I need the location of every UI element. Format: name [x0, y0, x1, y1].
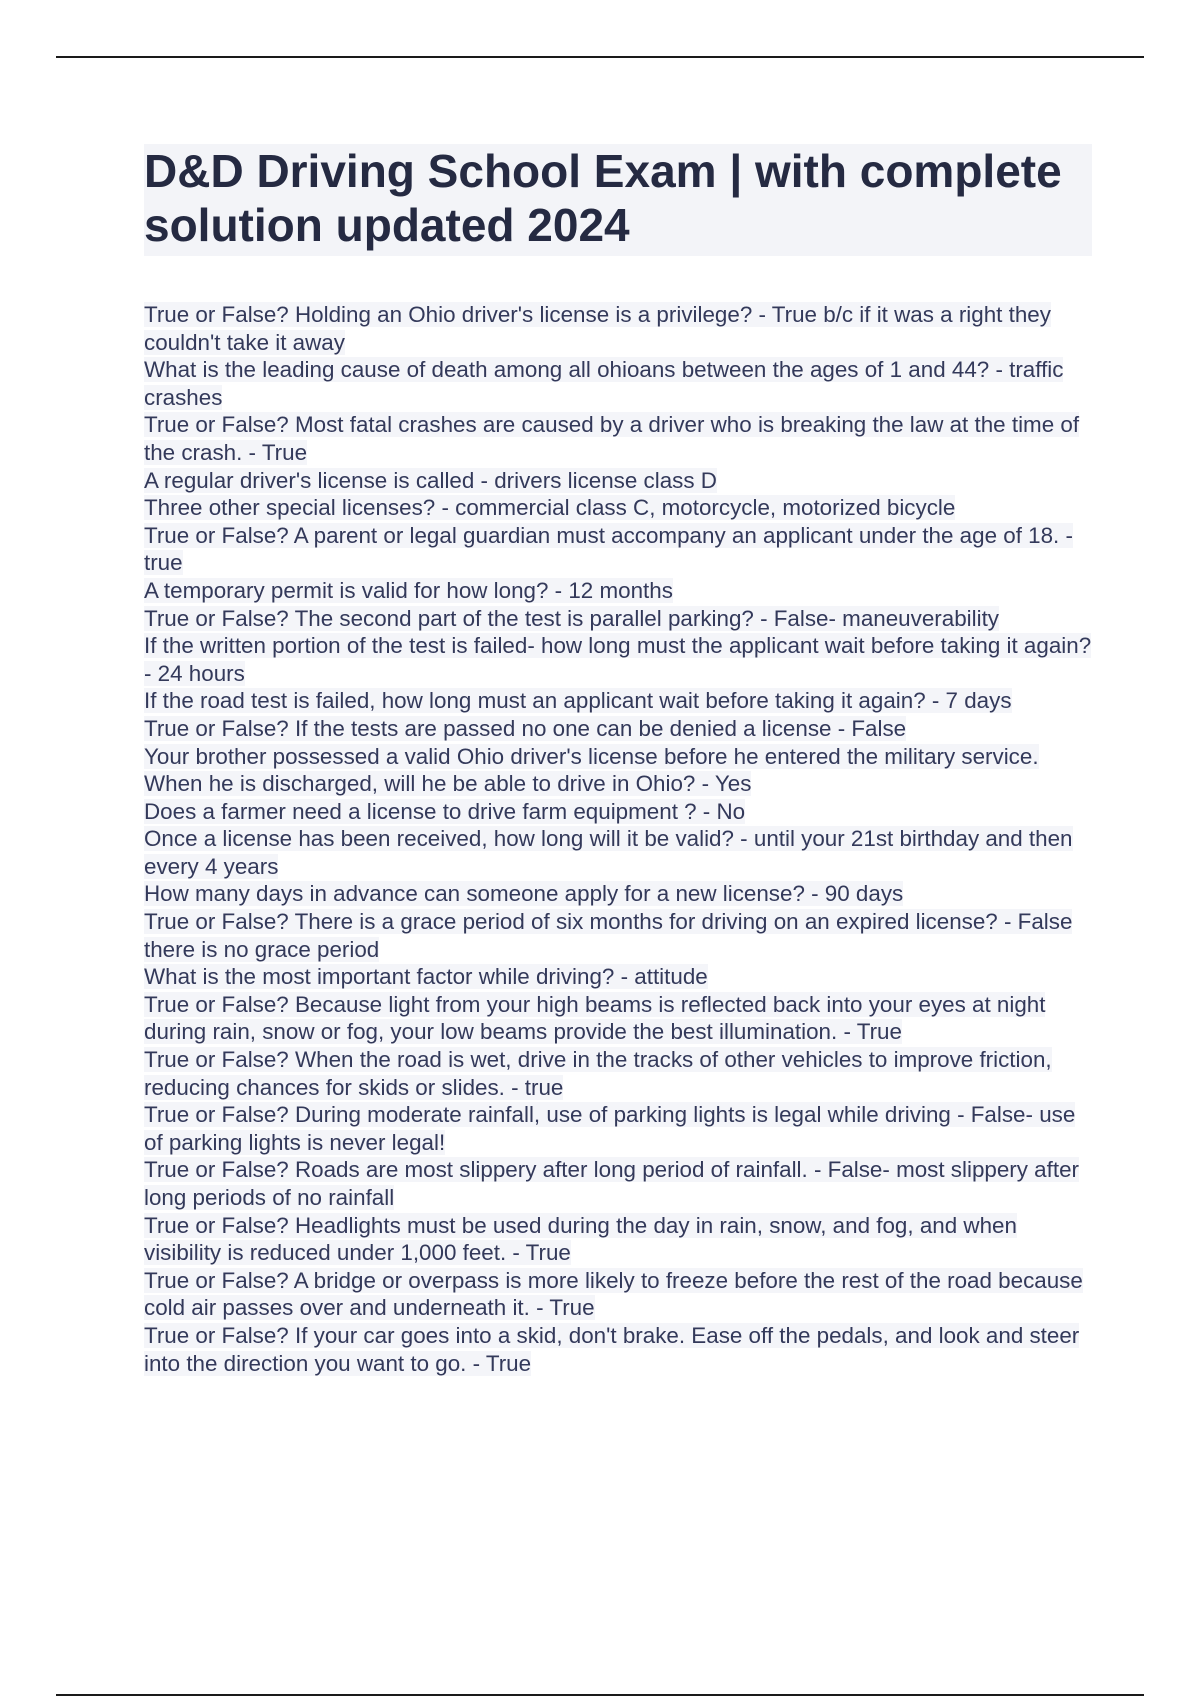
qa-item [144, 798, 1094, 826]
qa-item [144, 963, 1094, 991]
qa-item [144, 301, 1094, 356]
qa-item [144, 687, 1094, 715]
qa-text: True or False? If your car goes into a skid, don't brake. Ease off the pedals, and look and steer into the direction you want to go. - True [144, 1322, 1080, 1376]
qa-item [144, 880, 1094, 908]
qa-item [144, 411, 1094, 466]
qa-text: What is the leading cause of death among all ohioans between the ages of 1 and 44? - traffic crashes [144, 357, 1064, 410]
qa-text: Three other special licenses? - commercial class C, motorcycle, motorized bicycle [144, 495, 956, 521]
qa-item [144, 1267, 1094, 1322]
top-rule [56, 56, 1144, 58]
qa-item [144, 715, 1094, 743]
qa-text: True or False? A bridge or overpass is more likely to freeze before the rest of the road because cold air passes over and underneath it. - True [144, 1267, 1083, 1321]
qa-list [144, 301, 1094, 1377]
qa-text: True or False? Roads are most slippery after long period of rainfall. - False- most slippery after long periods of no rainfall [144, 1157, 1079, 1210]
qa-text: What is the most important factor while driving? - attitude [144, 964, 708, 990]
qa-text: How many days in advance can someone apply for a new license? - 90 days [144, 881, 904, 907]
qa-text: True or False? During moderate rainfall, use of parking lights is legal while driving - False- use of parking lights is never legal! [144, 1102, 1076, 1155]
title-block [144, 144, 1092, 256]
qa-text: If the road test is failed, how long must an applicant wait before taking it again? - 7 days [144, 688, 1012, 714]
qa-text: True or False? When the road is wet, drive in the tracks of other vehicles to improve friction, reducing chances for skids or slides. - true [144, 1047, 1052, 1100]
qa-text: Once a license has been received, how long will it be valid? - until your 21st birthday and then every 4 years [144, 826, 1073, 879]
qa-item [144, 991, 1094, 1046]
qa-text: True or False? There is a grace period of six months for driving on an expired license? - False there is no grace period [144, 909, 1073, 962]
qa-text: A temporary permit is valid for how long? - 12 months [144, 577, 673, 603]
qa-item [144, 908, 1094, 963]
qa-text: Does a farmer need a license to drive farm equipment ? - No [144, 798, 746, 824]
qa-text: True or False? A parent or legal guardian must accompany an applicant under the age of 18. - true [144, 522, 1073, 576]
qa-text: True or False? Headlights must be used during the day in rain, snow, and fog, and when visibility is reduced under 1,000 feet. - True [144, 1212, 1017, 1266]
qa-item [144, 1046, 1094, 1101]
qa-item [144, 1156, 1094, 1211]
qa-text: True or False? Because light from your high beams is reflected back into your eyes at night during rain, snow or fog, your low beams provide the best illumination. - True [144, 991, 1046, 1045]
qa-item [144, 1322, 1094, 1377]
qa-item [144, 743, 1094, 798]
qa-item [144, 467, 1094, 495]
qa-text: Your brother possessed a valid Ohio driver's license before he entered the military service. When he is discharged, will he be able to drive in Ohio? - Yes [144, 743, 1039, 797]
qa-item [144, 1212, 1094, 1267]
qa-text: True or False? The second part of the test is parallel parking? - False- maneuverability [144, 605, 999, 631]
qa-item [144, 356, 1094, 411]
qa-item [144, 1101, 1094, 1156]
qa-item [144, 605, 1094, 633]
qa-text: A regular driver's license is called - drivers license class D [144, 467, 717, 493]
qa-item [144, 522, 1094, 577]
bottom-rule [56, 1694, 1144, 1696]
qa-text: True or False? Most fatal crashes are caused by a driver who is breaking the law at the time of the crash. - True [144, 412, 1080, 465]
document-title: D&D Driving School Exam | with complete solution updated 2024 [144, 145, 1062, 251]
qa-text: If the written portion of the test is failed- how long must the applicant wait before taking it again? - 24 hours [144, 633, 1092, 686]
qa-item [144, 632, 1094, 687]
qa-text: True or False? If the tests are passed no one can be denied a license - False [144, 715, 907, 741]
qa-text: True or False? Holding an Ohio driver's license is a privilege? - True b/c if it was a right they couldn't take it away [144, 302, 1051, 355]
qa-item [144, 825, 1094, 880]
qa-item [144, 577, 1094, 605]
qa-item [144, 494, 1094, 522]
